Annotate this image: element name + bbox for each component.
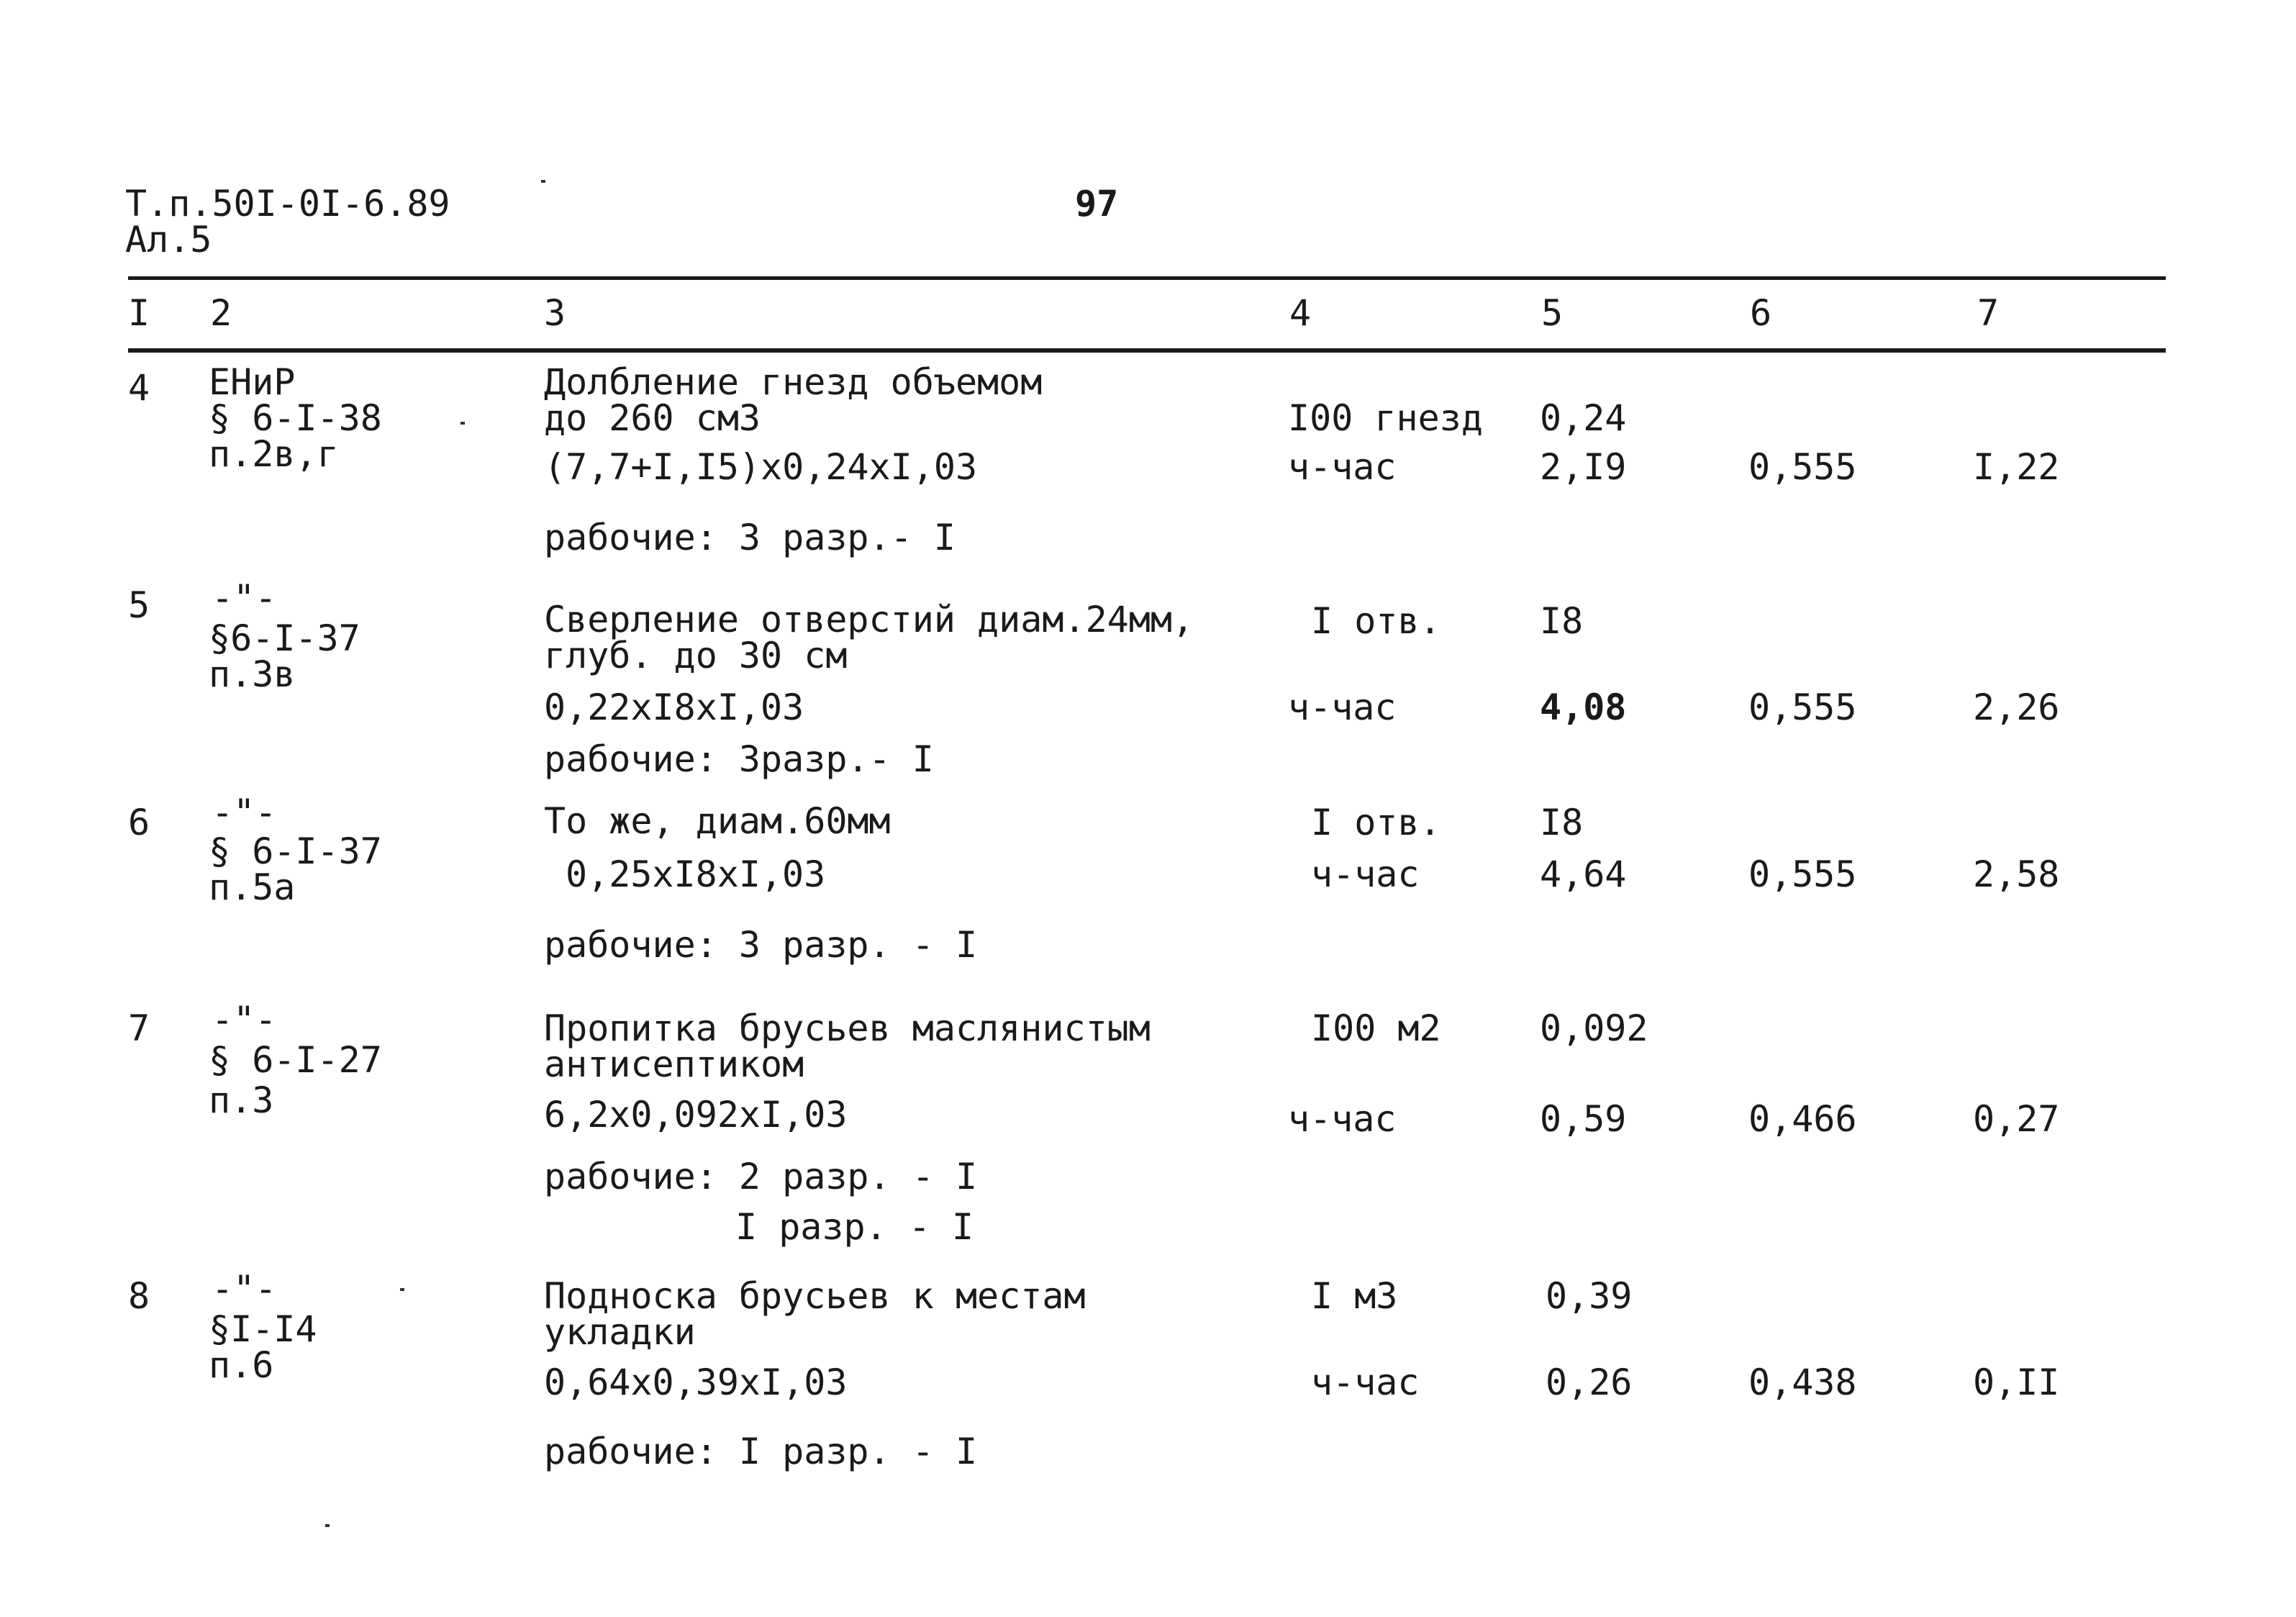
column-header: 6 [1750, 292, 1772, 334]
column-header: I [128, 292, 150, 334]
norm-reference: -"- [212, 999, 277, 1041]
workers-line: рабочие: 3 разр. - I [544, 924, 978, 966]
wage-total: 2,58 [1973, 853, 2060, 895]
labor-unit: ч-час [1288, 687, 1397, 728]
norm-reference: п.5а [209, 866, 296, 908]
norm-reference: п.6 [209, 1344, 274, 1386]
labor-formula: 0,25хI8хI,03 [566, 853, 826, 895]
scan-speck [541, 180, 545, 183]
norm-reference: § 6-I-27 [209, 1039, 382, 1081]
quantity: 0,092 [1540, 1007, 1648, 1049]
labor-formula: (7,7+I,I5)х0,24хI,03 [544, 446, 978, 488]
labor-hours: 0,26 [1546, 1362, 1633, 1403]
wage-rate: 0,555 [1748, 853, 1857, 895]
column-header-rule [128, 348, 2166, 353]
labor-hours: 4,08 [1540, 687, 1627, 728]
row-number: 4 [128, 367, 150, 409]
work-description: Пропитка брусьев маслянистым антисептиком [544, 1007, 1151, 1085]
norm-reference: -"- [212, 1268, 277, 1310]
workers-line: рабочие: 3 разр.- I [544, 517, 956, 558]
norm-reference: п.3в [209, 653, 296, 695]
measure-unit: I отв. [1311, 802, 1441, 843]
scan-speck [400, 1288, 404, 1291]
norm-reference: п.3 [209, 1079, 274, 1121]
labor-unit: ч-час [1288, 446, 1397, 488]
labor-formula: 0,22хI8хI,03 [544, 687, 804, 728]
labor-hours: 2,I9 [1540, 446, 1627, 488]
norm-reference: п.2в,г [209, 433, 339, 475]
document-code: Т.п.50I-0I-6.89 [125, 183, 450, 225]
measure-unit: I00 м2 [1311, 1007, 1441, 1049]
norm-reference: §I-I4 [209, 1308, 317, 1350]
album-number: Ал.5 [125, 219, 212, 261]
norm-reference: § 6-I-37 [209, 830, 382, 872]
work-description: Сверление отверстий диам.24мм, глуб. до 30 см [544, 599, 1194, 676]
norm-reference: ЕНиР [209, 361, 296, 403]
labor-hours: 4,64 [1540, 853, 1627, 895]
column-header: 2 [210, 292, 232, 334]
work-description: То же, диам.60мм [544, 800, 891, 842]
labor-unit: ч-час [1311, 853, 1420, 895]
column-header: 7 [1977, 292, 2000, 334]
work-description: Долбление гнезд объемом до 260 см3 [544, 361, 1043, 439]
labor-hours: 0,59 [1540, 1098, 1627, 1140]
norm-reference: -"- [212, 577, 277, 619]
scan-speck [325, 1524, 330, 1527]
wage-rate: 0,555 [1748, 446, 1857, 488]
column-header: 4 [1289, 292, 1312, 334]
table-top-rule [128, 276, 2166, 280]
scan-speck [460, 422, 465, 425]
measure-unit: I м3 [1311, 1275, 1398, 1317]
wage-total: 0,27 [1973, 1098, 2060, 1140]
row-number: 8 [128, 1275, 150, 1317]
labor-unit: ч-час [1288, 1098, 1397, 1140]
workers-line: рабочие: 2 разр. - I [544, 1156, 978, 1197]
page-number: 97 [1075, 183, 1119, 225]
measure-unit: I отв. [1311, 600, 1441, 642]
wage-rate: 0,555 [1748, 687, 1857, 728]
row-number: 7 [128, 1007, 150, 1049]
row-number: 5 [128, 584, 150, 626]
labor-formula: 0,64х0,39хI,03 [544, 1362, 848, 1403]
wage-total: 2,26 [1973, 687, 2060, 728]
wage-total: 0,II [1973, 1362, 2060, 1403]
labor-formula: 6,2х0,092хI,03 [544, 1094, 848, 1136]
wage-rate: 0,466 [1748, 1098, 1857, 1140]
wage-total: I,22 [1973, 446, 2060, 488]
quantity: 0,39 [1546, 1275, 1633, 1317]
quantity: 0,24 [1540, 397, 1627, 439]
workers-line: рабочие: 3разр.- I [544, 738, 934, 780]
work-description: Подноска брусьев к местам укладки [544, 1275, 1086, 1353]
quantity: I8 [1540, 802, 1584, 843]
norm-reference: § 6-I-38 [209, 397, 382, 439]
norm-reference: -"- [212, 792, 277, 833]
workers-line: I разр. - I [735, 1206, 974, 1248]
workers-line: рабочие: I разр. - I [544, 1431, 978, 1472]
measure-unit: I00 гнезд [1288, 397, 1483, 439]
quantity: I8 [1540, 600, 1584, 642]
column-header: 3 [544, 292, 566, 334]
row-number: 6 [128, 802, 150, 843]
column-header: 5 [1541, 292, 1564, 334]
labor-unit: ч-час [1311, 1362, 1420, 1403]
norm-reference: §6-I-37 [209, 617, 360, 659]
wage-rate: 0,438 [1748, 1362, 1857, 1403]
